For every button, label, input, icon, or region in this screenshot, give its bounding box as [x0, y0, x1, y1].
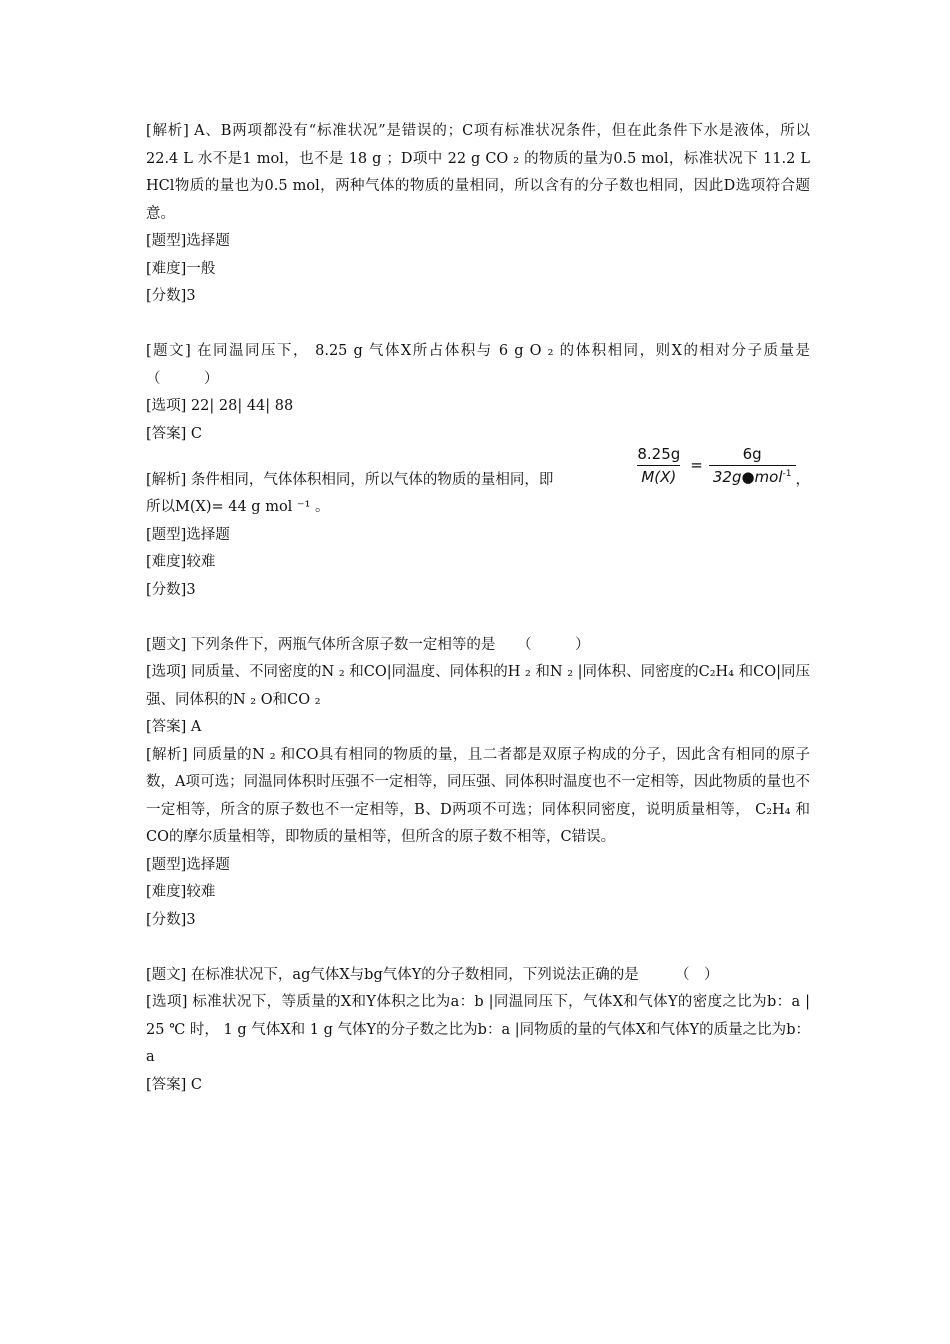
q3-type: [题型]选择题 — [146, 856, 230, 873]
formula-left-fraction — [633, 443, 684, 488]
q4-options: [选项] 标准状况下，等质量的X和Y体积之比为a：b |同温同压下，气体X和气体Y的密度之比为b：a | 25 ℃ 时， 1 g 气体X和 1 g 气体Y的分子数之比为b：a |同物质的量的气体X和气体Y的质量之比为b：a — [146, 994, 810, 1065]
q2-analysis-formula-line — [146, 445, 810, 494]
formula-right-numerator: 6g — [742, 445, 762, 463]
formula-right-fraction — [709, 443, 796, 488]
q2-answer: [答案] C — [146, 425, 203, 442]
q1-difficulty: [难度]一般 — [146, 260, 216, 277]
molar-mass-formula — [633, 443, 795, 488]
formula-right-denominator — [709, 465, 796, 488]
q2-stem: [题文] 在同温同压下， 8.25 g 气体X所占体积与 6 g O ₂ 的体积相同，则X的相对分子质量是 （ ） — [146, 343, 839, 387]
q3-answer: [答案] A — [146, 719, 202, 735]
q2-analysis-tail: 所以M(X)= 44 g mol ⁻¹ 。 — [146, 499, 330, 515]
q3-stem: [题文] 下列条件下，两瓶气体所含原子数一定相等的是 （ ） — [146, 636, 590, 653]
q1-analysis: [解析] A、B两项都没有“标准状况”是错误的；C项有标准状况条件，但在此条件下水是液体，所以 22.4 L 水不是1 mol，也不是 18 g ；D项中 22 g CO ₂ 的物质的量为0.5 mol，标准状况下 11.2 L HCl物质的量也为0.5 mol，两种气体的物质的量相同，所以含有的分子数也相同，因此D选项符合题意。 — [146, 123, 810, 222]
formula-left-denominator: M(X) — [637, 465, 680, 488]
q3-options: [选项] 同质量、不同密度的N ₂ 和CO|同温度、同体积的H ₂ 和N ₂ |同体积、同密度的C₂H₄ 和CO|同压强、同体积的N ₂ O和CO ₂ — [146, 664, 810, 708]
document-page — [146, 118, 839, 1099]
q2-options: [选项] 22| 28| 44| 88 — [146, 398, 294, 414]
q2-difficulty: [难度]较难 — [146, 554, 216, 570]
formula-right-denominator-text: 32g●mol — [712, 468, 783, 486]
spacer — [146, 311, 810, 339]
q2-type: [题型]选择题 — [146, 526, 230, 543]
spacer — [146, 934, 810, 962]
spacer — [146, 604, 810, 632]
q2-score: [分数]3 — [146, 581, 196, 598]
formula-exponent: -1 — [782, 469, 792, 479]
q3-score: [分数]3 — [146, 911, 196, 928]
q4-answer: [答案] C — [146, 1076, 203, 1093]
q3-analysis: [解析] 同质量的N ₂ 和CO具有相同的物质的量，且二者都是双原子构成的分子，因此含有相同的原子数，A项可选；同温同体积时压强不一定相等，同压强、同体积时温度也不一定相等，因此物质的量也不一定相等，所含的原子数也不一定相等，B、D两项不可选；同体积同密度，说明质量相等， C₂H₄ 和CO的摩尔质量相等，即物质的量相等，但所含的原子数不相等，C错误。 — [146, 746, 810, 845]
q2-analysis-lead: [解析] 条件相同，气体体积相同，所以气体的物质的量相同，即 — [146, 471, 554, 488]
q3-difficulty: [难度]较难 — [146, 884, 216, 900]
q1-type: [题型]选择题 — [146, 233, 230, 249]
formula-equals: = — [690, 455, 703, 474]
q1-score: [分数]3 — [146, 288, 196, 304]
q2-analysis-comma: ， — [795, 471, 810, 488]
q4-stem: [题文] 在标准状况下，ag气体X与bg气体Y的分子数相同，下列说法正确的是 （ ） — [146, 966, 719, 983]
formula-left-numerator: 8.25g — [637, 445, 681, 463]
